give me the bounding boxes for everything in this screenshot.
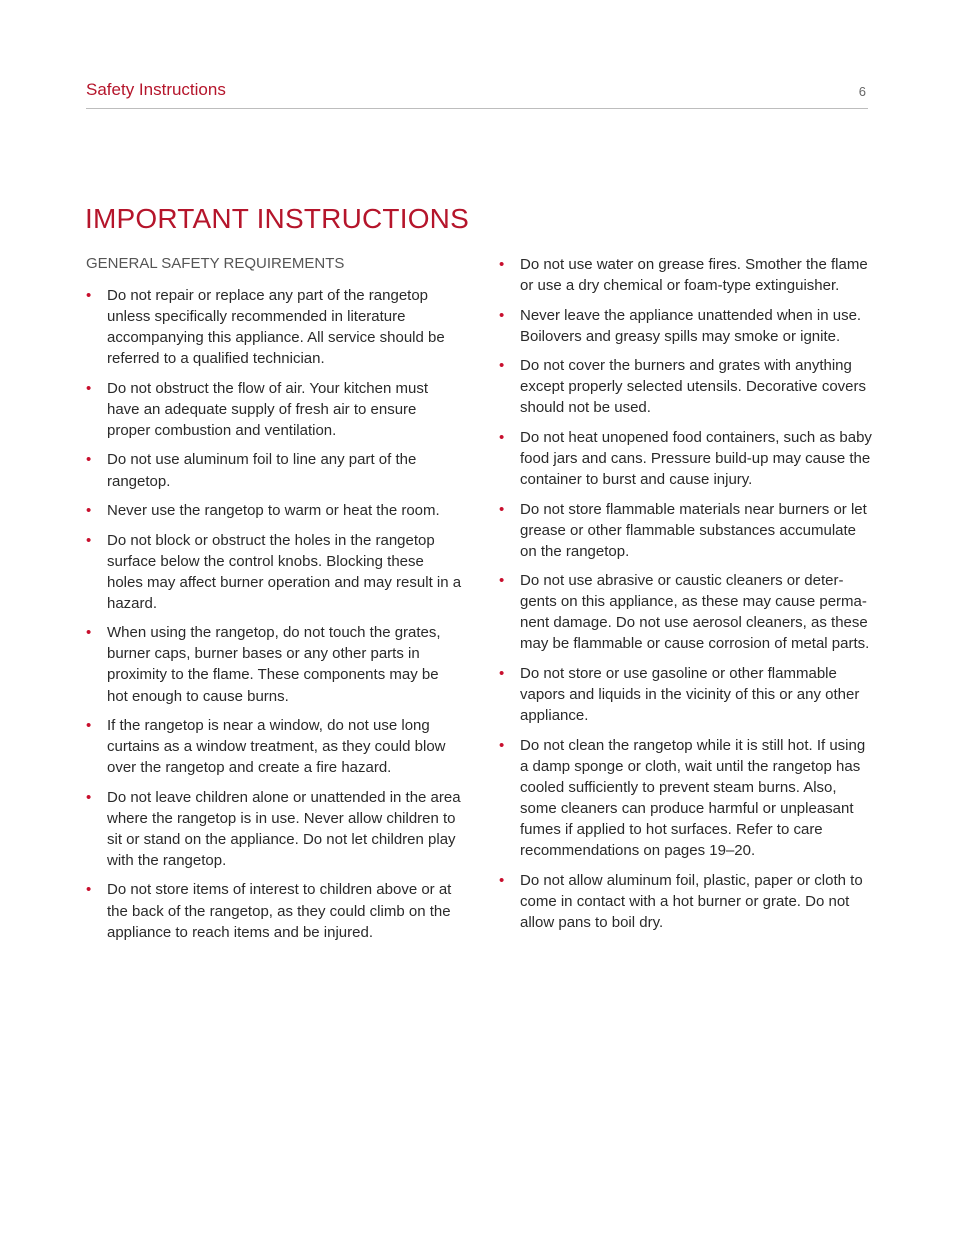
bullet-icon: • [86, 881, 92, 899]
right-column [499, 254, 879, 941]
list-item [86, 715, 462, 778]
list-item [499, 254, 875, 296]
bullet-icon: • [499, 664, 505, 682]
section-title: Safety Instructions [86, 80, 226, 99]
list-item-text: Do not use water on grease fires. Smother the flame or use a dry chemical or foam-type extinguisher. [520, 256, 868, 295]
list-item-text: Do not use abrasive or caustic cleaners or deter-gents on this appliance, as these may cause perma-nent damage. Do not use aerosol cleaners, as these may be flammable or cause corrosion of metal parts. [520, 572, 870, 653]
list-item-text: Do not heat unopened food containers, such as baby food jars and cans. Pressure build-up may cause the container to burst and cause injury. [520, 428, 872, 489]
bullet-icon: • [86, 788, 92, 806]
page-header [86, 80, 868, 109]
list-item-text: Do not cover the burners and grates with anything except properly selected utensils. Decorative covers should not be used. [520, 357, 866, 417]
list-item [86, 622, 462, 706]
list-item [499, 870, 875, 933]
list-item [499, 735, 875, 862]
bullet-icon: • [86, 717, 92, 735]
list-item-text: Never use the rangetop to warm or heat the room. [107, 502, 440, 520]
list-item-text: Do not leave children alone or unattended in the area where the rangetop is in use. Never allow children to sit or stand on the appliance. Do not let children play with the rangetop. [107, 788, 461, 869]
list-item-text: Do not repair or replace any part of the rangetop unless specifically recommended in literature accompanying this appliance. All service should be referred to a qualified technician. [107, 287, 445, 368]
list-item [86, 530, 462, 614]
list-item [499, 499, 875, 562]
bullet-icon: • [499, 500, 505, 518]
list-item [86, 500, 462, 521]
list-item [86, 285, 462, 369]
page-number: 6 [858, 84, 866, 99]
list-item [86, 449, 462, 491]
list-item-text: Do not store flammable materials near burners or let grease or other flammable substances accumulate on the rangetop. [520, 500, 867, 560]
list-item-text: Do not obstruct the flow of air. Your kitchen must have an adequate supply of fresh air to ensure proper combustion and ventilation. [107, 379, 429, 439]
list-item-text: If the rangetop is near a window, do not use long curtains as a window treatment, as they could blow over the rangetop and create a fire hazard. [107, 717, 446, 777]
right-bullet-list [499, 254, 879, 933]
list-item-text: Never leave the appliance unattended when in use. Boilovers and greasy spills may smoke or ignite. [520, 306, 862, 345]
section-subheading: GENERAL SAFETY REQUIREMENTS [86, 255, 345, 272]
list-item-text: Do not allow aluminum foil, plastic, paper or cloth to come in contact with a hot burner or grate. Do not allow pans to boil dry. [520, 871, 863, 931]
list-item-text: Do not store or use gasoline or other flammable vapors and liquids in the vicinity of this or any other appliance. [520, 664, 860, 725]
bullet-icon: • [499, 736, 505, 754]
bullet-icon: • [499, 256, 505, 273]
list-item [499, 427, 875, 490]
left-bullet-list [86, 285, 466, 943]
list-item [86, 879, 462, 942]
list-item-text: Do not use aluminum foil to line any part of the rangetop. [107, 451, 417, 490]
bullet-icon: • [86, 531, 92, 549]
list-item-text: Do not clean the rangetop while it is still hot. If using a damp sponge or cloth, wait until the rangetop has cooled sufficiently to prevent steam burns. Also, some cleaners can produce harmful or unpleasant fumes if applied to hot surfaces. Refer to care recommendations on pages 19–20. [520, 736, 866, 860]
bullet-icon: • [86, 502, 92, 520]
list-item [86, 378, 462, 441]
list-item [499, 570, 875, 654]
bullet-icon: • [86, 624, 92, 642]
bullet-icon: • [86, 287, 92, 304]
bullet-icon: • [499, 572, 505, 590]
bullet-icon: • [86, 451, 92, 469]
list-item-text: Do not block or obstruct the holes in the rangetop surface below the control knobs. Blocking these holes may affect burner operation and may result in a hazard. [107, 531, 462, 612]
list-item [86, 787, 462, 871]
bullet-icon: • [86, 379, 92, 397]
list-item [499, 663, 875, 726]
list-item [499, 355, 875, 418]
list-item [499, 305, 875, 347]
list-item-text: Do not store items of interest to children above or at the back of the rangetop, as they could climb on the appliance to reach items and be injured. [107, 881, 452, 941]
bullet-icon: • [499, 357, 505, 375]
bullet-icon: • [499, 871, 505, 889]
bullet-icon: • [499, 306, 505, 324]
list-item-text: When using the rangetop, do not touch the grates, burner caps, burner bases or any other parts in proximity to the flame. These components may be hot enough to cause burns. [107, 624, 441, 705]
left-column [86, 253, 466, 951]
bullet-icon: • [499, 428, 505, 446]
page-title: IMPORTANT INSTRUCTIONS [85, 203, 469, 234]
